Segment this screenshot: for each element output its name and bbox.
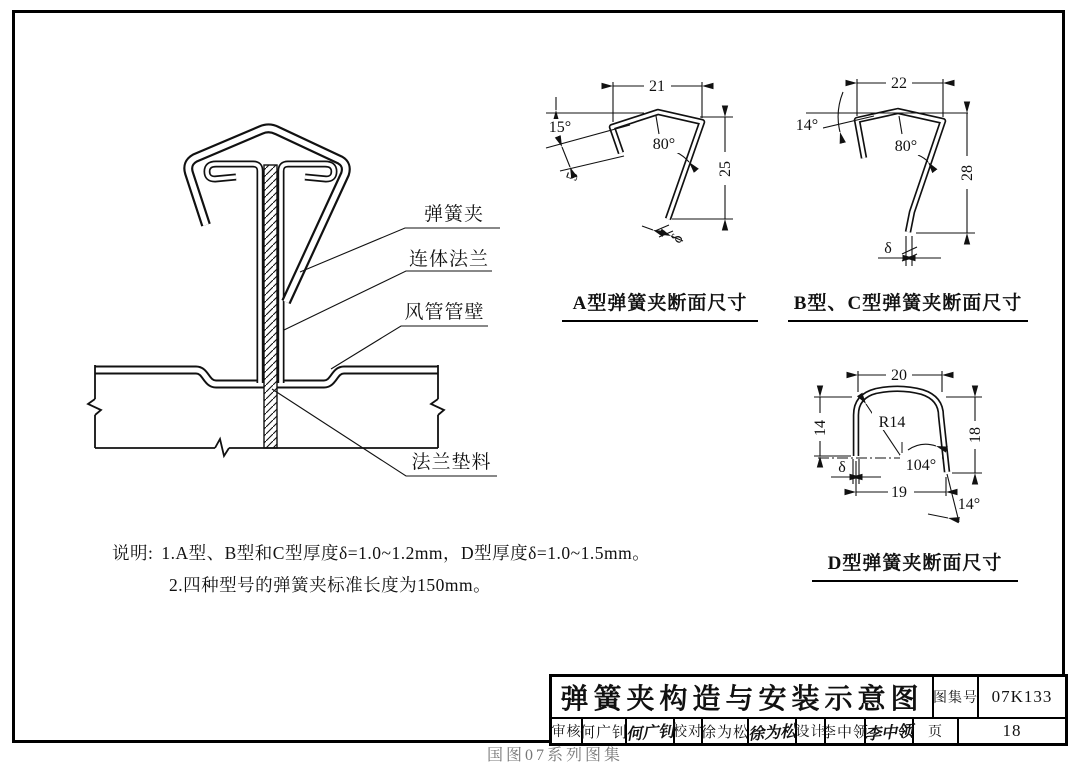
reviewer-signature: [625, 719, 673, 743]
checker-label: 校对: [673, 719, 701, 743]
section-bc-drawing: [791, 74, 976, 266]
label-integrated-flange: 连体法兰: [408, 249, 489, 270]
section-d-drawing: [811, 366, 984, 522]
notes-text-1: 1.A型、B型和C型厚度δ=1.0~1.2mm，D型厚度δ=1.0~1.5mm。: [161, 543, 651, 563]
section-bc-dimensions: [791, 74, 976, 266]
dim-a-open-angle: 80°: [652, 136, 676, 153]
dim-a-flap-angle: 15°: [548, 119, 572, 136]
atlas-number-value: 07K133: [977, 677, 1065, 717]
dim-bc-open-angle: 80°: [894, 138, 918, 155]
dim-d-top-width: 20: [891, 367, 907, 384]
dim-d-radius: R14: [878, 414, 906, 431]
caption-section-d: D型弹簧夹断面尺寸: [812, 548, 1018, 582]
dim-d-right-height: 18: [967, 427, 984, 443]
caption-section-a: A型弹簧夹断面尺寸: [562, 288, 758, 322]
title-block-row-1: [552, 677, 1065, 719]
page-number: 18: [957, 719, 1065, 743]
checker-signature-text: 徐为松: [747, 722, 797, 744]
title-block-row-2: [552, 719, 1065, 743]
sheet-title: 弹簧夹构造与安装示意图: [560, 684, 924, 715]
checker-name: 徐为松: [701, 719, 747, 743]
dim-d-leg-angle: 14°: [957, 496, 981, 513]
dim-d-bottom-width: 19: [891, 484, 907, 501]
designer-name: 李中领: [824, 719, 864, 743]
designer-signature-text: 李中领: [864, 722, 914, 744]
reviewer-signature-text: 何广钊: [625, 722, 675, 744]
label-duct-wall: 风管管壁: [404, 302, 485, 323]
dim-bc-flap-angle: 14°: [795, 117, 819, 134]
reviewer-label: 审核: [551, 725, 582, 740]
page-label: 页: [912, 719, 957, 743]
notes-line-1: [112, 540, 650, 565]
dim-a-height: 25: [717, 161, 734, 177]
dim-d-thickness: δ: [838, 459, 846, 476]
notes-line-2: [169, 572, 491, 597]
dim-bc-top-width: 22: [891, 75, 907, 92]
dim-bc-thickness: δ: [884, 240, 892, 257]
designer-signature: [864, 719, 912, 743]
reviewer-name: 何广钊: [581, 719, 625, 743]
gasket-bar: [264, 165, 277, 448]
title-block: [549, 674, 1068, 746]
atlas-number-label: 图集号: [932, 677, 977, 717]
dim-a-thickness: δ: [668, 231, 687, 247]
label-flange-gasket: 法兰垫料: [411, 452, 492, 473]
label-spring-clip: 弹簧夹: [423, 204, 484, 225]
dim-d-left-height: 14: [812, 420, 829, 436]
checker-signature: [747, 719, 795, 743]
dim-bc-height: 28: [959, 165, 976, 181]
series-watermark: 国图07系列图集: [487, 747, 624, 764]
notes-text-2: 2.四种型号的弹簧夹标准长度为150mm。: [169, 575, 492, 595]
notes-prefix: 说明:: [112, 543, 154, 563]
dim-a-top-width: 21: [649, 78, 665, 95]
dim-d-open-angle: 104°: [905, 457, 937, 474]
dim-a-flap-length: 5: [563, 170, 583, 184]
section-a-drawing: [545, 77, 734, 246]
designer-label: 设计: [795, 719, 824, 743]
caption-section-bc: B型、C型弹簧夹断面尺寸: [788, 288, 1028, 322]
section-a-dimensions: [545, 77, 734, 246]
